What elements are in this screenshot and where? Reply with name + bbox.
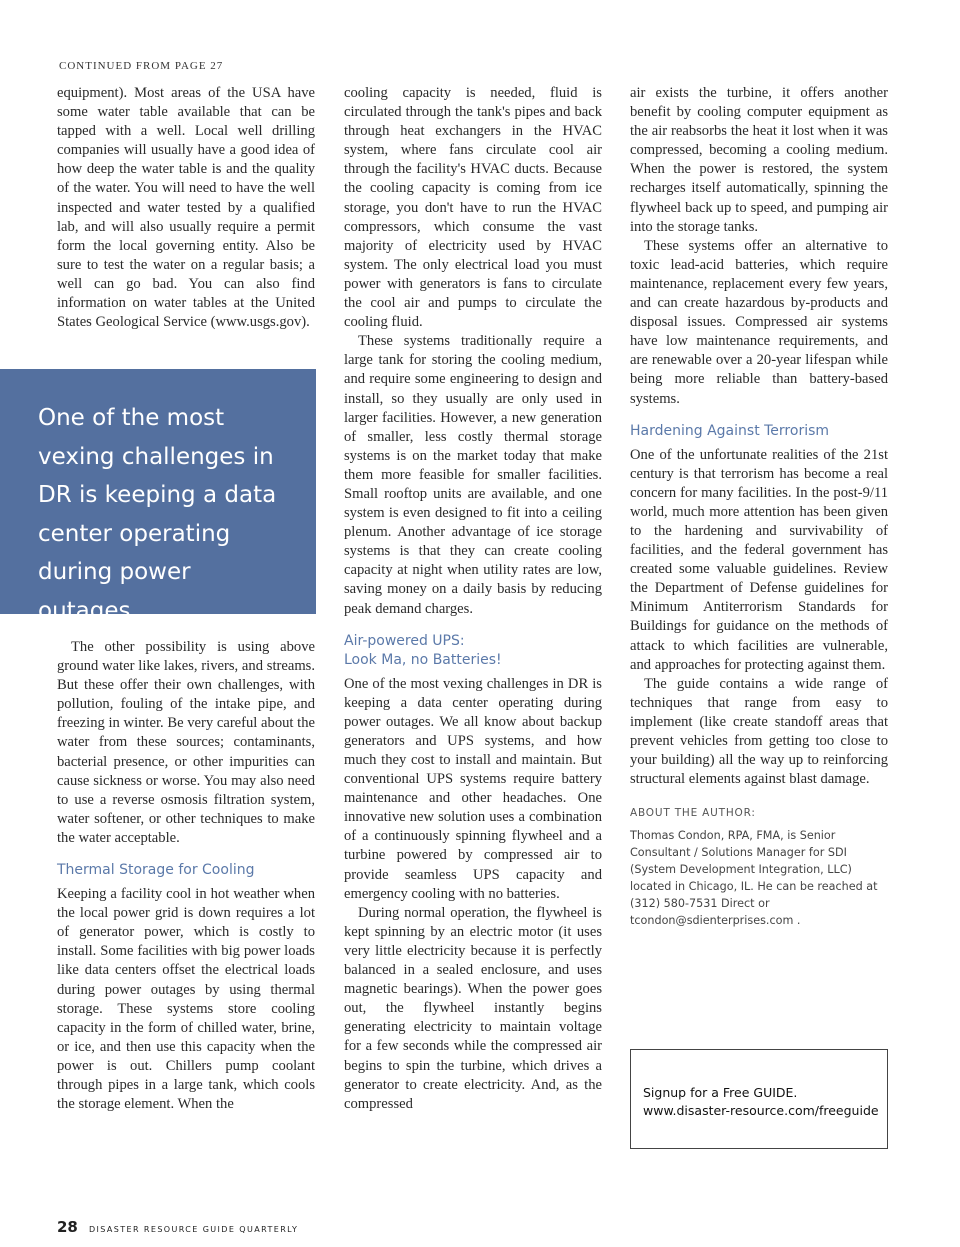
about-the-author-label: ABOUT THE AUTHOR: [630, 807, 756, 820]
pull-quote: One of the most vexing challenges in DR is keeping a data center operating during power outages. [0, 369, 316, 614]
signup-box[interactable] [630, 1049, 888, 1149]
paragraph: equipment). Most areas of the USA have some water table available that can be tapped with a well. Local well drilling companies will usually have a good idea of how deep the water table is and the quality of the water. You will need to have the well inspected and water tested by a qualified lab, and will also usually require a permit form the local governing entity. Also be sure to test the water on a regular basis; a well can go bad. You can also find information on water tables at the United States Geological Service (www.usgs.gov). [57, 85, 315, 331]
paragraph: air exists the turbine, it offers another benefit by cooling computer equipment as the air reabsorbs the heat it lost when it was compressed, becoming a cooling medium. When the power is restored, the system recharges itself automatically, spinning the flywheel back up to speed, and pumping air into the storage tanks. [630, 85, 888, 235]
publication-name: DISASTER RESOURCE GUIDE QUARTERLY [88, 1225, 299, 1234]
heading-line: Look Ma, no Batteries! [344, 651, 502, 668]
page-number: 28 [57, 1218, 78, 1236]
article-column-2 [344, 84, 602, 1114]
section-heading-air-powered-ups [344, 632, 602, 670]
paragraph: The guide contains a wide range of techniques that range from easy to implement (like create standoff areas that prevent vehicles from getting too close to your building) all the way up to reinforcing structural elements against blast damage. [630, 675, 888, 788]
article-column-3 [630, 84, 888, 929]
signup-text: Signup for a Free GUIDE. [643, 1085, 798, 1100]
paragraph: One of the unfortunate realities of the 21st century is that terrorism has become a real concern for many facilities. In the post-9/11 world, much more attention has been given to the hardening and survivability of facilities, and the federal government has created some valuable guidelines. Review the Department of Defense guidelines for Minimum Antiterrorism Standards for Buildings for guidance on the methods of attack to which facilities are vulnerable, and approaches for protecting against them. [630, 446, 888, 673]
signup-link[interactable]: www.disaster-resource.com/freeguide [643, 1103, 879, 1118]
section-heading-hardening-against-terrorism: Hardening Against Terrorism [630, 422, 830, 439]
paragraph: One of the most vexing challenges in DR is keeping a data center operating during power outages. We all know about backup generators and UPS systems, and how much they cost to install and maintain. But conventional UPS systems require battery maintenance and other headaches. One innovative new solution uses a combination of a continuously spinning flywheel and a turbine powered by compressed air to provide seamless UPS capacity and emergency cooling with no batteries. [344, 675, 602, 902]
paragraph: cooling capacity is needed, fluid is circulated through the tank's pipes and back through heat exchangers in the HVAC system, where fans circulate cool air through the facility's HVAC ducts. Because the cooling capacity is coming from ice storage, you don't have to run the HVAC compressors, which consume the vast majority of electricity used by HVAC system. The only electrical load you must power with generators is fans to circulate the cool air and pumps to circulate the cooling fluid. [344, 85, 602, 331]
article-column-1 [57, 84, 315, 332]
heading-line: Air-powered UPS: [344, 632, 465, 649]
page-footer [57, 1217, 298, 1236]
article-column-1-continued [57, 638, 315, 1114]
paragraph: These systems traditionally require a large tank for storing the cooling medium, and require some engineering to design and install, so they usually are only used in larger facilities. However, a new generation of smaller, less costly thermal storage systems is on the market today that make them more feasible for smaller facilities. Small rooftop units are available, and one system is even designed to fit into a ceiling plenum. Another advantage of ice storage systems is that they can create cooling capacity at night when utility rates are low, saving money on a daily basis by reducing peak demand charges. [344, 333, 602, 617]
section-heading-thermal-storage: Thermal Storage for Cooling [57, 862, 255, 879]
paragraph: These systems offer an alternative to toxic lead-acid batteries, which require maintenance, replacement every few years, and can create hazardous by-products and disposal issues. Compressed air systems have low maintenance requirements, and are renewable over a 20-year lifespan while being more reliable than battery-based systems. [630, 237, 888, 407]
paragraph: During normal operation, the flywheel is kept spinning by an electric motor (it uses very little electricity because it is perfectly balanced in a sealed enclosure, and uses magnetic bearings). When the power goes out, the flywheel instantly begins generating electricity to maintain voltage for a few seconds while the compressed air begins to spin the turbine, which drives a generator to create electricity. And, as the compressed [344, 904, 602, 1112]
paragraph: The other possibility is using above ground water like lakes, rivers, and streams. But these offer their own challenges, with pollution, fouling of the intake pipe, and freezing in winter. Be very careful about the water from these sources; contaminants, bacterial presence, or other impurities can cause sickness or worse. You may also need to use a reverse osmosis filtration system, water softener, or other techniques to make the water acceptable. [57, 639, 315, 846]
paragraph: Keeping a facility cool in hot weather when the local power grid is down requires a lot of generator power, which is costly to install. Some facilities with big power loads like data centers offset the electrical loads during power outages by using thermal storage. These systems store cooling capacity in the form of chilled water, brine, or ice, and then use this capacity when the power is out. Chillers pump coolant through pipes in a large tank, which cools the storage element. When the [57, 886, 315, 1113]
continued-from-label: CONTINUED FROM PAGE 27 [59, 60, 224, 72]
author-bio: Thomas Condon, RPA, FMA, is Senior Consultant / Solutions Manager for SDI (System Development Integration, LLC) located in Chicago, IL. He can be reached at (312) 580-7531 Direct or tcondon@sdienterprises.com . [630, 829, 878, 928]
